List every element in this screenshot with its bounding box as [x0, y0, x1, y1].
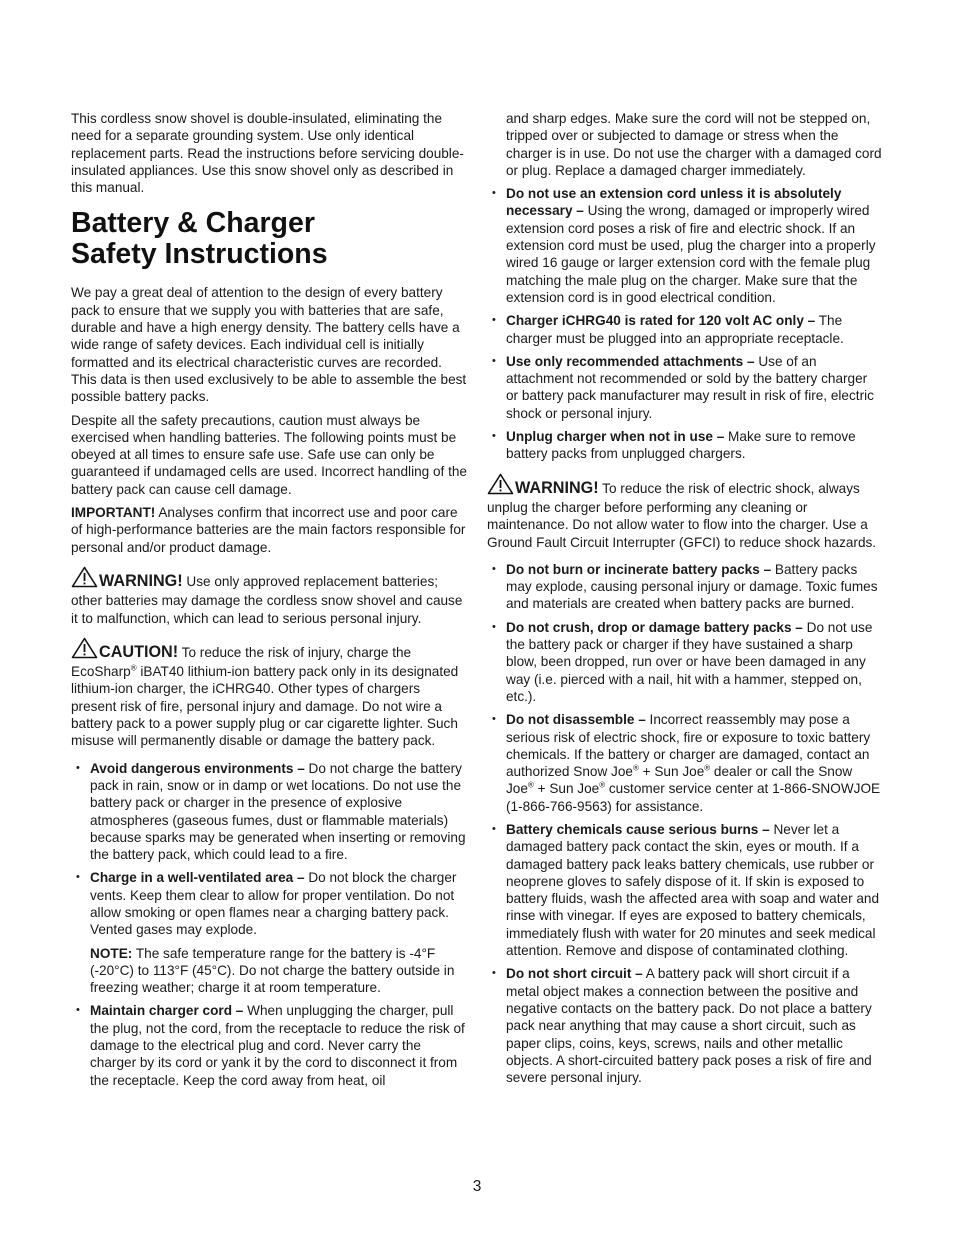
bullet-text: Make sure to remove battery packs from unplugged chargers.	[506, 429, 856, 462]
warning-text: To reduce the risk of electric shock, always unplug the charger before performing any cleaning or maintenance. Do not allow water to flow into the charger. Use a Ground Fault Circuit Interrupter (GFCI) to reduce shock hazards.	[487, 480, 877, 550]
bullet-text: Do not charge the battery pack in rain, snow or in damp or wet locations. Do not use the battery pack or charger in the presence of explosive atmospheres (gaseous fumes, dust or flammable materials) because sparks may be generated when inserting or removing the battery pack, which could lead to a fire.	[90, 760, 466, 863]
note-paragraph	[90, 945, 469, 997]
bullet-title: Charger iCHRG40 is rated for 120 volt AC only –	[506, 313, 816, 329]
caution-label: CAUTION!	[99, 642, 179, 661]
important-label: IMPORTANT!	[71, 505, 156, 521]
bullet-text: + Sun Joe	[638, 764, 705, 780]
caution-text-a: To reduce the risk of injury, charge the EcoSharp	[71, 644, 412, 680]
important-paragraph	[71, 504, 469, 556]
bullet-text: dealer or call the Snow Joe	[506, 764, 853, 797]
caution-paragraph	[71, 637, 469, 750]
right-bullet-list-b	[487, 561, 883, 1087]
list-item	[71, 869, 469, 938]
bullet-text: Using the wrong, damaged or improperly wired extension cord poses a risk of fire and electric shock. If an extension cord must be used, plug the charger into a properly wired 16 gauge or larger extension cord with the female plug matching the male plug on the charger. Make sure that the extension cord is in good electrical condition.	[506, 203, 876, 305]
warning-triangle-icon	[487, 473, 514, 499]
bullet-text: Never let a damaged battery pack contact the skin, eyes or mouth. If a damaged battery pack leaks battery chemicals, use rubber or neoprene gloves to safely dispose of it. If skin is exposed to battery fluids, wash the affected area with soap and water and rinse with vinegar. If eyes are exposed to battery chemicals, immediately flush with water for 20 minutes and seek medical attention. Remove and dispose of contaminated clothing.	[506, 821, 880, 959]
list-item	[487, 821, 883, 959]
registered-mark: ®	[632, 763, 639, 773]
bullet-text: When unplugging the charger, pull the plug, not the cord, from the receptacle to reduce the risk of damage to the electrical plug and cord. Never carry the charger by its cord or yank it by the cord to disconnect it from the receptacle. Keep the cord away from heat, oil	[90, 1003, 465, 1088]
bullet-text: customer service center at 1-866-SNOWJOE (1-866-766-9563) for assistance.	[506, 781, 881, 814]
heading-line-2: Safety Instructions	[71, 238, 328, 271]
bullet-text: The charger must be plugged into an appropriate receptacle.	[506, 313, 844, 346]
important-text: Analyses confirm that incorrect use and poor care of high-performance batteries are the main factors responsible for personal and/or product damage.	[71, 505, 466, 555]
list-item	[487, 965, 883, 1086]
bullet-title: Do not burn or incinerate battery packs –	[506, 561, 772, 577]
note-label: NOTE:	[90, 945, 133, 961]
bullet-text: Use of an attachment not recommended or sold by the battery charger or battery pack manufacturer may result in risk of fire, electric shock or personal injury.	[506, 353, 874, 421]
caution-text-b: iBAT40 lithium-ion battery pack only in its designated lithium-ion charger, the iCHRG40. Other types of chargers present risk of fire, personal injury and damage. Do not wire a battery pack to a power supply plug or car cigarette lighter. Such misuse will permanently disable or damage the battery pack.	[71, 664, 459, 749]
cord-continuation: and sharp edges. Make sure the cord will not be stepped on, tripped over or subjected to damage or stress when the charger is in use. Do not use the charger with a damaged cord or plug. Replace a damaged charger immediately.	[506, 111, 882, 178]
bullet-title: Unplug charger when not in use –	[506, 429, 725, 445]
registered-mark: ®	[130, 663, 137, 673]
warning-label: WARNING!	[99, 571, 183, 590]
bullet-title: Use only recommended attachments –	[506, 353, 755, 369]
bullet-title: Do not short circuit –	[506, 966, 643, 982]
bullet-title: Maintain charger cord –	[90, 1003, 244, 1019]
bullet-text: Battery packs may explode, causing personal injury or damage. Toxic fumes and materials are created when battery packs are burned.	[506, 561, 878, 612]
bullet-title: Do not crush, drop or damage battery packs –	[506, 619, 803, 635]
heading-line-1: Battery & Charger	[71, 207, 315, 240]
list-item	[71, 1002, 469, 1088]
registered-mark: ®	[527, 780, 534, 790]
left-bullet-list-2	[71, 1002, 469, 1088]
caution-triangle-icon	[71, 637, 98, 663]
list-item	[487, 312, 883, 347]
left-bullet-list	[71, 760, 469, 939]
design-paragraph: We pay a great deal of attention to the design of every battery pack to ensure that we supply you with batteries that are safe, durable and have a high energy density. The battery cells have a wide range of safety devices. Each individual cell is initially formatted and its electrical characteristic curves are recorded. This data is then used exclusively to be able to assemble the best possible battery packs.	[71, 285, 467, 405]
page-number: 3	[472, 1178, 482, 1195]
bullet-title: Do not disassemble –	[506, 712, 646, 728]
list-item	[487, 619, 883, 705]
bullet-title: Avoid dangerous environments –	[90, 760, 305, 776]
bullet-text: Do not block the charger vents. Keep them clear to allow for proper ventilation. Do not allow smoking or open flames near a charging battery pack. Vented gases may explode.	[90, 870, 457, 938]
list-item	[487, 711, 883, 815]
note-text: The safe temperature range for the battery is -4°F (-20°C) to 113°F (45°C). Do not charge the battery outside in freezing weather; charge it at room temperature.	[90, 945, 455, 996]
list-item	[487, 428, 883, 463]
bullet-title: Battery chemicals cause serious burns –	[506, 821, 770, 837]
registered-mark: ®	[599, 780, 606, 790]
precautions-paragraph: Despite all the safety precautions, caution must always be exercised when handling batteries. The following points must be obeyed at all times to ensure safe use. Safe use can only be guaranteed if undamaged cells are used. Incorrect handling of the battery pack can cause cell damage.	[71, 412, 467, 497]
intro-paragraph: This cordless snow shovel is double-insulated, eliminating the need for a separate grounding system. Use only identical replacement parts. Read the instructions before servicing double-insulated appliances. Use this snow shovel only as described in this manual.	[71, 111, 464, 196]
list-item	[487, 185, 883, 306]
bullet-text: + Sun Joe	[533, 781, 600, 797]
right-bullet-list-a	[487, 185, 883, 462]
bullet-title: Do not use an extension cord unless it is absolutely necessary –	[506, 186, 842, 219]
bullet-text: Incorrect reassembly may pose a serious risk of electric shock, fire or exposure to toxic battery chemicals. If the battery or charger are damaged, contact an authorized Snow Joe	[506, 712, 871, 780]
warning-label: WARNING!	[515, 478, 599, 497]
left-column	[71, 110, 469, 1095]
warning-text: Use only approved replacement batteries; other batteries may damage the cordless snow shovel and cause it to malfunction, which can lead to serious personal injury.	[71, 573, 463, 626]
list-item	[487, 353, 883, 422]
bullet-text: A battery pack will short circuit if a metal object makes a connection between the positive and negative contacts on the battery pack. Do not place a battery pack near anything that may cause a short circuit, such as paper clips, coins, keys, screws, nails and other metallic objects. A short-circuited battery pack poses a risk of fire and severe personal injury.	[506, 966, 872, 1086]
warning-paragraph	[71, 566, 469, 627]
bullet-text: Do not use the battery pack or charger if they have sustained a sharp blow, been dropped, run over or have been damaged in any way (i.e. pierced with a nail, hit with a hammer, stepped on, etc.).	[506, 619, 873, 704]
registered-mark: ®	[704, 763, 711, 773]
bullet-title: Charge in a well-ventilated area –	[90, 870, 305, 886]
warning-paragraph-2	[487, 473, 883, 551]
list-item	[71, 760, 469, 864]
warning-triangle-icon	[71, 566, 98, 592]
list-item	[487, 561, 883, 613]
right-column	[487, 110, 883, 1092]
section-heading	[71, 208, 469, 270]
